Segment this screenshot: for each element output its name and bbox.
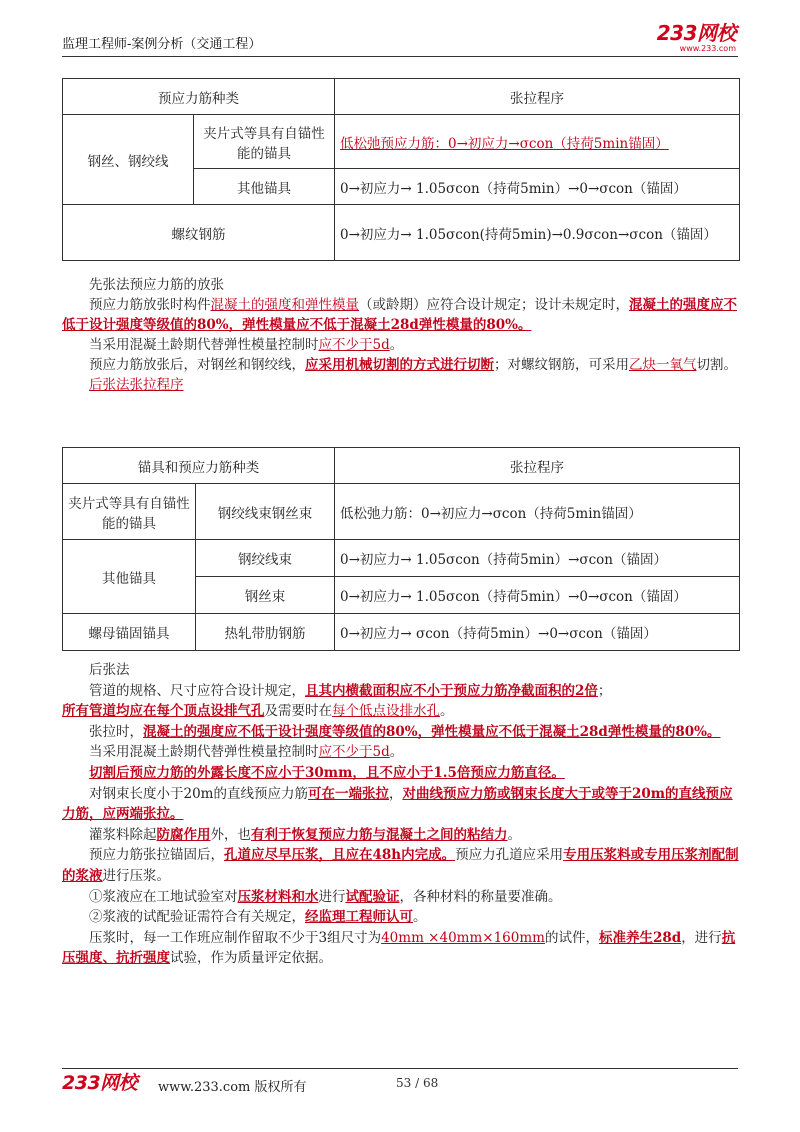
paragraph: 当采用混凝土龄期代替弹性模量控制时应不少于5d。	[89, 744, 404, 761]
paragraph: 预应力筋放张时构件混凝土的强度和弹性模量（或龄期）应符合设计规定；设计未规定时，混凝土的强度应不低于设计强度等级值的80%，弹性模量应不低于混凝土28d弹性模量的80%。	[62, 297, 737, 333]
tendon-type-cell: 热轧带肋钢筋	[196, 614, 335, 651]
footer-divider	[62, 1068, 738, 1069]
posttension-section	[62, 660, 740, 969]
paragraph: 当采用混凝土龄期代替弹性模量控制时应不少于5d。	[89, 337, 404, 353]
header-divider	[62, 56, 738, 57]
brand-logo	[654, 22, 736, 56]
pretension-table	[62, 78, 740, 261]
pretension-release-section	[62, 275, 740, 395]
col-header-procedure: 张拉程序	[335, 79, 740, 115]
section-heading: 先张法预应力筋的放张	[89, 277, 224, 293]
document-title: 监理工程师-案例分析（交通工程）	[62, 37, 262, 52]
tendon-type-cell: 钢绞线束	[196, 540, 335, 577]
tendon-type-cell: 螺纹钢筋	[63, 205, 335, 261]
footer-copyright: www.233.com 版权所有	[158, 1080, 307, 1095]
paragraph: 对钢束长度小于20m的直线预应力筋可在一端张拉，对曲线预应力筋或钢束长度大于或等于20m的直线预应力筋，应两端张拉。	[62, 785, 733, 823]
paragraph: 所有管道均应在每个顶点设排气孔及需要时在每个低点设排水孔。	[62, 703, 454, 720]
paragraph: ①浆液应在工地试验室对压浆材料和水进行试配验证，各种材料的称量要准确。	[89, 888, 562, 905]
logo-text: 233网校	[656, 21, 736, 45]
paragraph: 灌浆料除起防腐作用外，也有利于恢复预应力筋与混凝土之间的粘结力。	[89, 826, 521, 843]
page-number: 53 / 68	[396, 1076, 439, 1090]
footer-logo: 233网校	[62, 1072, 138, 1094]
paragraph: 预应力筋张拉锚固后，孔道应尽早压浆，且应在48h内完成。预应力孔道应采用专用压浆料或专用压浆剂配制的浆液进行压浆。	[62, 847, 739, 884]
paragraph: 预应力筋放张后，对钢丝和钢绞线，应采用机械切割的方式进行切断；对螺纹钢筋，可采用乙炔一氧气切割。	[89, 357, 737, 373]
procedure-cell: 0→初应力→ 1.05σcon(持荷5min)→0.9σcon→σcon（锚固）	[335, 205, 740, 261]
section-heading: 后张法	[89, 662, 130, 678]
paragraph: 张拉时，混凝土的强度应不低于设计强度等级值的80%，弹性模量应不低于混凝土28d弹性模量的80%。	[89, 723, 721, 740]
posttension-table	[62, 447, 740, 651]
anchor-type-cell: 其他锚具	[63, 540, 196, 614]
procedure-cell: 0→初应力→ 1.05σcon（持荷5min）→0→σcon（锚固）	[335, 169, 740, 205]
tendon-type-cell: 钢绞线束钢丝束	[196, 484, 335, 540]
tendon-type-cell: 钢丝、钢绞线	[63, 115, 194, 205]
paragraph: 管道的规格、尺寸应符合设计规定，且其内横截面积应不小于预应力筋净截面积的2倍；	[89, 682, 612, 699]
logo-url: www.233.com	[679, 44, 736, 53]
procedure-cell: 低松弛预应力筋：0→初应力→σcon（持荷5min锚固）	[335, 115, 740, 169]
paragraph: 压浆时，每一工作班应制作留取不少于3组尺寸为40mm ×40mm×160mm的试件，标准养生28d，进行抗压强度、抗折强度试验，作为质量评定依据。	[62, 929, 736, 967]
anchor-type-cell: 螺母锚固锚具	[63, 614, 196, 651]
procedure-cell: 0→初应力→ σcon（持荷5min）→0→σcon（锚固）	[335, 614, 740, 651]
col-header-procedure: 张拉程序	[335, 448, 740, 484]
anchor-type-cell: 夹片式等具有自锚性能的锚具	[194, 115, 335, 169]
section-heading: 后张法张拉程序	[89, 377, 184, 393]
procedure-cell: 0→初应力→ 1.05σcon（持荷5min）→σcon（锚固）	[335, 540, 740, 577]
paragraph: 切割后预应力筋的外露长度不应小于30mm，且不应小于1.5倍预应力筋直径。	[89, 764, 565, 781]
col-header-type: 预应力筋种类	[63, 79, 335, 115]
procedure-cell: 0→初应力→ 1.05σcon（持荷5min）→0→σcon（锚固）	[335, 577, 740, 614]
procedure-cell: 低松弛力筋：0→初应力→σcon（持荷5min锚固）	[335, 484, 740, 540]
col-header-type: 锚具和预应力筋种类	[63, 448, 335, 484]
anchor-type-cell: 夹片式等具有自锚性能的锚具	[63, 484, 196, 540]
tendon-type-cell: 钢丝束	[196, 577, 335, 614]
anchor-type-cell: 其他锚具	[194, 169, 335, 205]
paragraph: ②浆液的试配验证需符合有关规定，经监理工程师认可。	[89, 909, 427, 926]
